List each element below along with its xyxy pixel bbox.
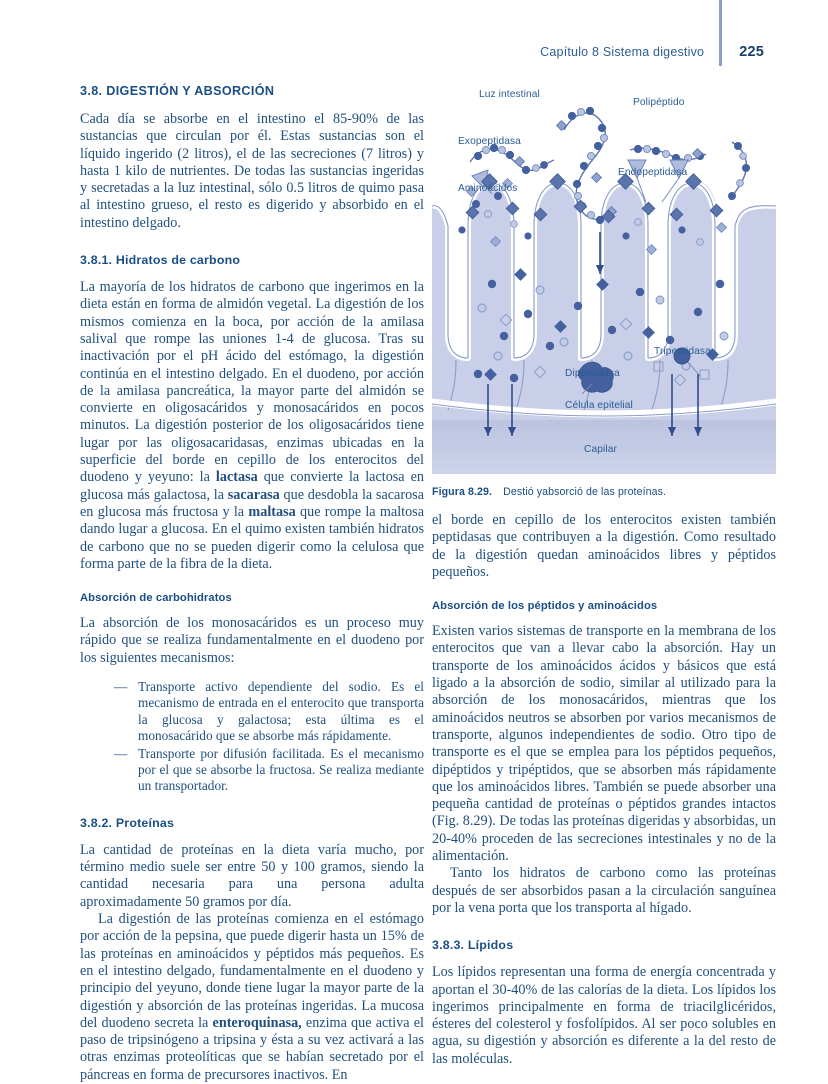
chapter-label: Capítulo 8 Sistema digestivo xyxy=(540,45,705,59)
term-maltasa: maltasa xyxy=(248,503,296,520)
paragraph-carb-absorption: La absorción de los monosacáridos es un proceso muy rápido que se realiza fundamentalmente en el duodeno por los siguientes mecanismos: xyxy=(80,615,424,666)
label-aminoacidos: Aminoácidos xyxy=(458,183,518,194)
paragraph-lipids: Los lípidos representan una forma de energía concentrada y aportan el 30-40% de las calorías de la dieta. Los lípidos los ingerimos principalmente en forma de triacilglicéridos, ésteres del colesterol y fosfolípidos. Al ser poco solubles en agua, su digestión y absorción es diferente a la del resto de las moléculas. xyxy=(432,964,776,1067)
paragraph-peptide-absorption-1: Existen varios sistemas de transporte en la membrana de los enterocitos que van a llevar cabo la absorción. Hay un transporte de los aminoácidos ácidos y básicos que está ligado a la absorción de sodio, similar al utilizado para la absorción de los monosacáridos, mientras que los aminoácidos neutros se absorben por varios mecanismos de transporte, algunos independientes de sodio. Otro tipo de transporte es el que se emplea para los péptidos pequeños, dipéptidos y tripéptidos, que se absorben más rápidamente que los aminoácidos libres. También se puede absorber una pequeña cantidad de proteínas o péptidos grandes intactos (Fig. 8.29). De todas las proteínas digeridas y absorbidas, un 20-40% proceden de las secreciones intestinales y no de la alimentación. xyxy=(432,623,776,865)
figure-number: Figura 8.29. xyxy=(432,486,493,498)
paragraph-proteins-2 xyxy=(80,911,424,1084)
label-tripeptidasa: Tripeptidasa xyxy=(654,346,711,357)
heading-absorcion-carbohidratos: Absorción de carbohidratos xyxy=(80,592,232,605)
label-dipeptidasa: Dipeptidasa xyxy=(565,368,620,379)
text-run: enzima que activa el paso de tripsinógeno a tripsina y ésta a su vez activará a las otras enzimas proteolíticas que se habían secretado por el páncreas en forma de precursores inactivos. En xyxy=(80,1014,424,1083)
label-luz-intestinal: Luz intestinal xyxy=(479,89,540,100)
text-run: que convierte la lactosa en glucosa más galactosa, la xyxy=(80,469,424,503)
figure-caption-text: Destió yabsorció de las proteínas. xyxy=(503,486,667,498)
paragraph-intro: Cada día se absorbe en el intestino el 85-90% de las sustancias que circulan por él. Estas sustancias son el líquido ingerido (2 litros), el de las secreciones (7 litros) y hasta 1 kilo de nutrientes. De todas las sustancias ingeridas y secretadas a la luz intestinal, sólo 0.5 litros de quimo pasa al intestino grueso, el resto es digerido y absorbido en el intestino delgado. xyxy=(80,111,424,231)
list-item-text: Transporte por difusión facilitada. Es el mecanismo por el que se absorbe la fructosa. Se realiza mediante un transportador. xyxy=(138,745,424,794)
left-column xyxy=(80,84,424,1084)
text-run: La mayoría de los hidratos de carbono que ingerimos en la dieta están en forma de almidón vegetal. La digestión de los mismos comienza en la boca, por acción de la amilasa salival que rompe las uniones 1-4 de glucosa. Tras su inactivación por el pH ácido del estómago, la digestión continúa en el intestino delgado. En el duodeno, por acción de la amilasa pancreática, la mayor parte del almidón se convierte en oligosacáridos y monosacáridos en pocos minutos. La digestión posterior de los oligosacáridos tiene lugar por las oligosacaridasas, enzimas ubicadas en la superficie del borde en cepillo de los enterocitos del duodeno y yeyuno: la xyxy=(80,279,424,486)
figure-8-29 xyxy=(432,84,776,498)
label-exopeptidasa: Exopeptidasa xyxy=(458,136,521,147)
label-endopeptidasa: Endopeptidasa xyxy=(618,167,688,178)
paragraph-proteins-1: La cantidad de proteínas en la dieta varía mucho, por término medio suele ser entre 50 y 100 gramos, siendo la cantidad necesaria para una persona adulta aproximadamente 50 gramos por día. xyxy=(80,841,424,910)
list-item xyxy=(114,679,424,745)
section-heading-3-8: 3.8. DIGESTIÓN Y ABSORCIÓN xyxy=(80,84,275,98)
text-run: que rompe la maltosa dando lugar a glucosa. En el quimo existen también hidratos de carbono que no se pueden digerir como la celulosa que forma parte de la fibra de la dieta. xyxy=(80,503,424,572)
term-enteroquinasa: enteroquinasa, xyxy=(212,1014,302,1031)
dash-bullet: — xyxy=(114,745,128,761)
label-polipeptido: Polipéptido xyxy=(633,97,685,108)
text-run: que desdobla la sacarosa en glucosa más fructosa y la xyxy=(80,486,424,520)
dash-bullet: — xyxy=(114,679,128,695)
paragraph-peptide-absorption-2: Tanto los hidratos de carbono como las proteínas después de ser absorbidos pasan a la circulación sanguínea por la vena porta que los transporta al hígado. xyxy=(432,865,776,916)
subsection-heading-3-8-1: 3.8.1. Hidratos de carbono xyxy=(80,253,241,268)
page-header xyxy=(540,44,764,60)
subsection-heading-3-8-2: 3.8.2. Proteínas xyxy=(80,815,175,830)
paragraph-continuation: el borde en cepillo de los enterocitos existen también peptidasas que contribuyen a la digestión. Como resultado de la digestión quedan aminoácidos libres y péptidos pequeños. xyxy=(432,512,776,580)
term-lactasa: lactasa xyxy=(215,469,258,486)
label-celula-epitelial: Célula epitelial xyxy=(565,400,633,411)
figure-caption xyxy=(432,486,776,498)
list-item-text: Transporte activo dependiente del sodio. Es el mecanismo de entrada en el enterocito que transporta la glucosa y galactosa; esta última es el monosacárido que se absorbe más rápidamente. xyxy=(138,679,424,744)
figure-artwork xyxy=(432,84,776,474)
right-column xyxy=(432,512,776,1068)
page-number: 225 xyxy=(739,44,764,60)
list-item xyxy=(114,746,424,795)
header-rule xyxy=(719,0,722,66)
label-capilar: Capilar xyxy=(584,444,617,455)
text-run: La digestión de las proteínas comienza en el estómago por acción de la pepsina, que puede digerir hasta un 15% de las proteínas en aminoácidos y péptidos más pequeños. Es en el intestino delgado, fundamentalmente en el duodeno y principio del yeyuno, donde tiene lugar la mayor parte de la digestión y absorción de las proteínas ingeridas. La mucosa del duodeno secreta la xyxy=(80,911,424,1031)
paragraph-carbohydrates xyxy=(80,279,424,573)
subsection-heading-3-8-3: 3.8.3. Lípidos xyxy=(432,938,514,953)
term-sacarasa: sacarasa xyxy=(227,486,280,503)
tissue-layer xyxy=(432,180,776,474)
carb-mechanism-list xyxy=(80,679,424,795)
heading-absorcion-peptidos: Absorción de los péptidos y aminoácidos xyxy=(432,600,658,613)
